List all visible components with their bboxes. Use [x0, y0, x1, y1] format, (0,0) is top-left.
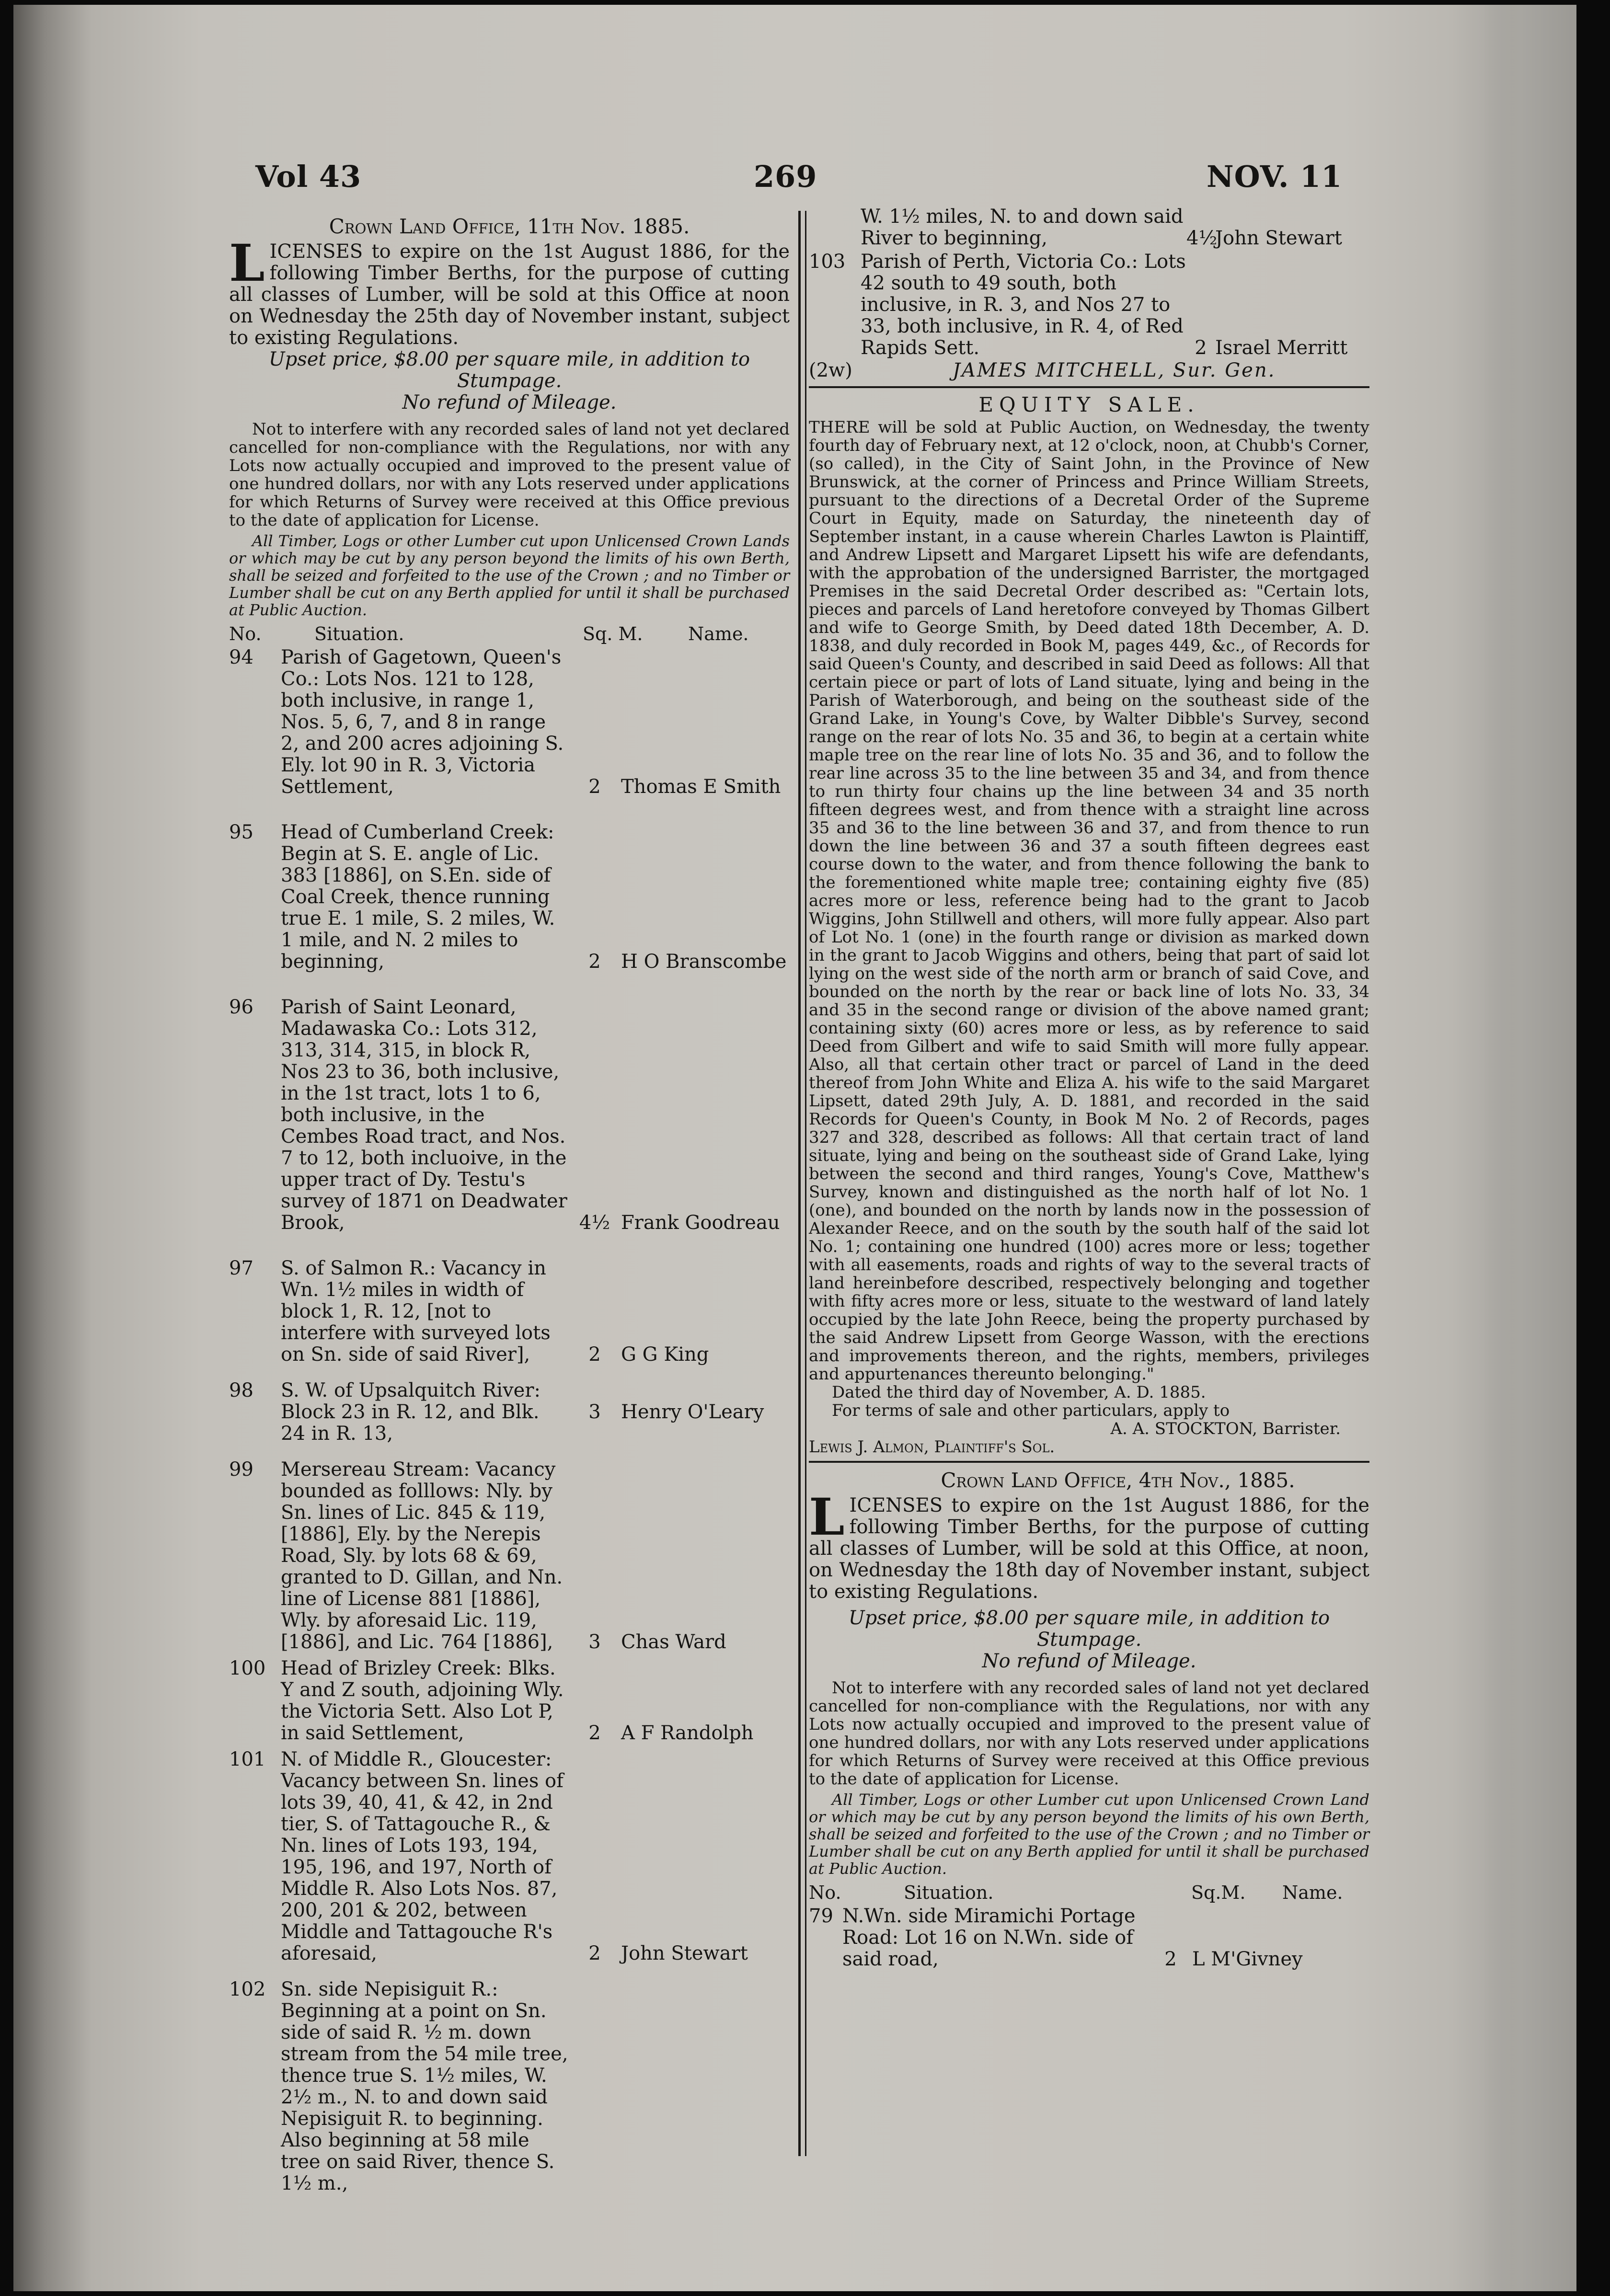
- table-header-2: [809, 1882, 1369, 1904]
- table-row: [229, 1658, 790, 1744]
- license-intro-2: ICENSES to expire on the 1st August 1886, for the following Timber Berths, for the purpose of cutting all classes of Lumber, will be sold at this Office, at noon, on Wednesday the 18th day of November instant, subject to existing Regulations.: [809, 1494, 1369, 1603]
- entry-sq: 4½: [1186, 227, 1218, 249]
- entry-name: Frank Goodreau: [621, 1212, 780, 1234]
- entry-name: John Stewart: [1215, 227, 1342, 249]
- entry-situation: Sn. side Nepisiguit R.: Beginning at a point on Sn. side of said R. ½ m. down stream from the 54 mile tree, thence true S. 1½ miles, W. 2½ m., N. to and down said Nepisiguit R. to beginning. Also beginning at 58 mile tree on said River, thence S. 1½ m.,: [281, 1978, 568, 2194]
- entry-no: 97: [229, 1257, 253, 1279]
- col-sq: Sq. M.: [583, 623, 643, 644]
- entry-name: G G King: [621, 1343, 709, 1366]
- entry-sq: 2: [588, 1343, 601, 1366]
- entry-situation: N. of Middle R., Gloucester: Vacancy between Sn. lines of lots 39, 40, 41, & 42, in 2nd tier, S. of Tattagouche R., & Nn. lines of Lots 193, 194, 195, 196, and 197, North of Middle R. Also Lots Nos. 87, 200, 201 & 202, between Middle and Tattagouche R's aforesaid,: [281, 1748, 564, 1964]
- entry-situation: S. W. of Upsalquitch River: Block 23 in R. 12, and Blk. 24 in R. 13,: [281, 1379, 540, 1445]
- entry-sq: 2: [1195, 337, 1207, 359]
- drop-cap: L: [229, 233, 265, 293]
- table-row: [809, 1906, 1369, 1970]
- crown-land-heading: Crown Land Office, 11th Nov. 1885.: [329, 215, 690, 238]
- col-no: No.: [229, 623, 262, 644]
- equity-sale-title: EQUITY SALE.: [978, 393, 1200, 416]
- newspaper-page: [13, 5, 1576, 2291]
- entry-situation: Parish of Saint Leonard, Madawaska Co.: Lots 312, 313, 314, 315, in block R, Nos 23 to 36, both inclusive, in the 1st tract, lots 1 to 6, both inclusive, in the Cembes Road tract, and Nos. 7 to 12, both incluoive, in the upper tract of Dy. Testu's survey of 1871 on Deadwater Brook,: [281, 996, 567, 1234]
- equity-dated: Dated the third day of November, A. D. 1885.: [832, 1383, 1206, 1402]
- table-row: [229, 1459, 790, 1653]
- entry-no: 95: [229, 821, 253, 843]
- timber-notice: All Timber, Logs or other Lumber cut upon Unlicensed Crown Lands or which may be cut by any person beyond the limits of his own Berth, shall be seized and forfeited to the use of the Crown ; and no Timber or Lumber shall be cut on any Berth applied for until it shall be purchased at Public Auction.: [229, 532, 790, 619]
- column-rule: [798, 211, 801, 2156]
- entry-name: A F Randolph: [621, 1722, 754, 1744]
- table-row: [229, 1749, 790, 1964]
- signature-line: [809, 360, 1369, 381]
- equity-barrister: A. A. STOCKTON, Barrister.: [1110, 1419, 1341, 1438]
- volume-label: Vol 43: [255, 159, 362, 194]
- no-refund: No refund of Mileage.: [402, 391, 617, 413]
- entry-sq: 3: [588, 1401, 601, 1423]
- table-row: [809, 251, 1369, 359]
- surveyor-general: JAMES MITCHELL, Sur. Gen.: [953, 359, 1276, 381]
- entry-sq: 2: [588, 1942, 601, 1964]
- page-number: 269: [754, 159, 817, 194]
- column-rule: [805, 211, 806, 2156]
- col-name: Name.: [688, 623, 749, 644]
- entry-situation: Parish of Gagetown, Queen's Co.: Lots Nos. 121 to 128, both inclusive, in range 1, Nos. 5, 6, 7, and 8 in range 2, and 200 acres adjoining S. Ely. lot 90 in R. 3, Victoria Settlement,: [281, 646, 564, 798]
- table-row: [229, 1380, 790, 1445]
- col-no: No.: [809, 1882, 841, 1903]
- entry-no: 94: [229, 646, 253, 668]
- interference-notice: Not to interfere with any recorded sales of land not yet declared cancelled for non-compliance with the Regulations, nor with any Lots now actually occupied and improved to the present value of one hundred dollars, nor with any Lots reserved under applications for which Returns of Survey were received at this Office previous to the date of application for License.: [229, 420, 790, 530]
- col-name: Name.: [1282, 1882, 1343, 1903]
- entry-situation: W. 1½ miles, N. to and down said River to beginning,: [861, 206, 1184, 249]
- table-row: [229, 822, 790, 973]
- no-refund-2: No refund of Mileage.: [982, 1650, 1196, 1672]
- right-column: [809, 206, 1369, 1970]
- entry-sq: 4½: [579, 1212, 610, 1234]
- table-row: [229, 1258, 790, 1366]
- entry-situation: N.Wn. side Miramichi Portage Road: Lot 16 on N.Wn. side of said road,: [842, 1905, 1136, 1970]
- entry-sq: 2: [588, 951, 601, 973]
- section-divider: [809, 386, 1369, 388]
- entry-name: Thomas E Smith: [621, 776, 781, 798]
- drop-cap-2: L: [809, 1487, 845, 1547]
- col-situation: Situation.: [904, 1882, 994, 1903]
- upset-price: Upset price, $8.00 per square mile, in addition to Stumpage.: [268, 348, 750, 392]
- entry-sq: 3: [588, 1631, 601, 1653]
- left-column: [229, 216, 790, 2194]
- entry-sq: 2: [588, 1722, 601, 1744]
- col-situation: Situation.: [314, 623, 404, 644]
- interference-notice-2: Not to interfere with any recorded sales of land not yet declared cancelled for non-compliance with the Regulations, nor with any Lots now actually occupied and improved to the present value of one hundred dollars, nor with any Lots reserved under applications for which Returns of Survey were received at this Office previous to the date of application for License.: [809, 1678, 1369, 1789]
- entries-list: [229, 647, 790, 2194]
- license-intro: ICENSES to expire on the 1st August 1886, for the following Timber Berths, for the purpose of cutting all classes of Lumber, will be sold at this Office at noon on Wednesday the 25th day of November instant, subject to existing Regulations.: [229, 241, 790, 349]
- entry-situation: Mersereau Stream: Vacancy bounded as folllows: Nly. by Sn. lines of Lic. 845 & 119, [1886], Ely. by the Nerepis Road, Sly. by lots 68 & 69, granted to D. Gillan, and Nn. line of License 881 [1886], Wly. by aforesaid Lic. 119, [1886], and Lic. 764 [1886],: [281, 1458, 563, 1653]
- table-row: [229, 647, 790, 798]
- upset-price-2: Upset price, $8.00 per square mile, in addition to Stumpage.: [848, 1607, 1330, 1651]
- entry-name: Chas Ward: [621, 1631, 726, 1653]
- entry-situation: Head of Brizley Creek: Blks. Y and Z south, adjoining Wly. the Victoria Sett. Also Lot P, in said Settlement,: [281, 1657, 564, 1744]
- entry-no: 101: [229, 1748, 266, 1770]
- entry-name: Israel Merritt: [1215, 337, 1348, 359]
- entry-no: 96: [229, 996, 253, 1018]
- col-sq: Sq.M.: [1191, 1882, 1246, 1903]
- entry-name: L M'Givney: [1192, 1948, 1303, 1970]
- table-row: [809, 206, 1369, 249]
- entry-no: 98: [229, 1379, 253, 1401]
- table-row: [229, 997, 790, 1234]
- table-row: [229, 1979, 790, 2194]
- entry-no: 102: [229, 1978, 266, 2000]
- entry-no: 79: [809, 1905, 833, 1927]
- entry-situation: Head of Cumberland Creek: Begin at S. E. angle of Lic. 383 [1886], on S.En. side of Coal Creek, thence running true E. 1 mile, S. 2 miles, W. 1 mile, and N. 2 miles to beginning,: [281, 821, 555, 973]
- entry-name: H O Branscombe: [621, 951, 787, 973]
- entry-sq: 2: [1164, 1948, 1177, 1970]
- entry-name: Henry O'Leary: [621, 1401, 764, 1423]
- issue-date: NOV. 11: [1207, 159, 1343, 194]
- timber-notice-2: All Timber, Logs or other Lumber cut upon Unlicensed Crown Land or which may be cut by any person beyond the limits of his own Berth, shall be seized and forfeited to the use of the Crown ; and no Timber or Lumber shall be cut on any Berth applied for until it shall be purchased at Public Auction.: [809, 1791, 1369, 1878]
- insertion-tag: (2w): [809, 359, 852, 381]
- equity-sale-body: THERE will be sold at Public Auction, on Wednesday, the twenty fourth day of February next, at 12 o'clock, noon, at Chubb's Corner, (so called), in the City of Saint John, in the Province of New Brunswick, at the corner of Princess and Prince William Streets, pursuant to the directions of a Decretal Order of the Supreme Court in Equity, made on Saturday, the nineteenth day of September instant, in a cause wherein Charles Lawton is Plaintiff, and Andrew Lipsett and Margaret Lipsett his wife are defendants, with the approbation of the undersigned Barrister, the mortgaged Premises in the said Decretal Order described as: "Certain lots, pieces and parcels of Land heretofore conveyed by Thomas Gilbert and wife to George Smith, by Deed dated 18th December, A. D. 1838, and duly recorded in Book M, pages 449, &c., of Records for said Queen's County, and described in said Deed as follows: All that certain piece or part of lots of Land situate, lying and being in the Parish of Waterborough, and being on the southeast side of the Grand Lake, in Young's Cove, by Walter Dibble's Survey, second range on the rear of lots No. 35 and 36, to begin at a certain white maple tree on the rear line of lots No. 35 and 36, and to follow the rear line across 35 to the line between 35 and 34, and from thence to run thirty four chains up the line between 34 and 35 north fifteen degrees west, and from thence with a straight line across 35 and 36 to the line between 36 and 37, and from thence to run down the line between 36 and 37 a south fifteen degrees east course down to the water, and from thence following the bank to the forementioned white maple tree; containing eighty five (85) acres more or less, reference being had to the grant to Jacob Wiggins, John Stillwell and others, will more fully appear. Also part of Lot No. 1 (one) in the fourth range or division as marked down in the grant to Jacob Wiggins and others, being that part of said lot lying on the west side of the north arm or branch of said Cove, and bounded on the north by the rear or back line of lots No. 33, 34 and 35 in the second range or division of the above named grant; containing sixty (60) acres more or less, as by reference to said Deed from Gilbert and wife to said Smith will more fully appear. Also, all that certain other tract or parcel of Land in the deed thereof from John White and Eliza A. his wife to the said Margaret Lipsett, dated 29th July, A. D. 1881, and recorded in the said Records for Queen's County, in Book M No. 2 of Records, pages 327 and 328, described as follows: All that certain tract of land situate, lying and being on the southeast side of Grand Lake, lying between the second and third ranges, Young's Cove, Matthew's Survey, known and distinguished as the north half of lot No. 1 (one), and bounded on the north by lands now in the possession of Alexander Reece, and on the south by the south half of the said lot No. 1; containing one hundred (100) acres more or less; together with all easements, roads and rights of way to the several tracts of land hereinbefore described, respectively belonging and together with fifty acres more or less, situate to the westward of land lately occupied by the late John Reece, being the property purchased by the said Andrew Lipsett from George Wasson, with the erections and improvements thereon, and the rights, members, privileges and appurtenances thereunto belonging.": [809, 418, 1369, 1384]
- entry-name: John Stewart: [621, 1942, 748, 1964]
- entry-no: 100: [229, 1657, 266, 1679]
- entry-sq: 2: [588, 776, 601, 798]
- entry-situation: Parish of Perth, Victoria Co.: Lots 42 south to 49 south, both inclusive, in R. 3, and Nos 27 to 33, both inclusive, in R. 4, of Red Rapids Sett.: [861, 251, 1186, 359]
- section-divider: [809, 1461, 1369, 1463]
- equity-terms: For terms of sale and other particulars, apply to: [832, 1401, 1230, 1420]
- equity-solicitor: Lewis J. Almon, Plaintiff's Sol.: [809, 1437, 1055, 1457]
- table-header: [229, 623, 790, 645]
- entry-no: 103: [809, 251, 846, 273]
- entry-no: 99: [229, 1458, 253, 1481]
- crown-land-heading-2: Crown Land Office, 4th Nov., 1885.: [941, 1469, 1295, 1492]
- entry-situation: S. of Salmon R.: Vacancy in Wn. 1½ miles in width of block 1, R. 12, [not to interfere with surveyed lots on Sn. side of said River],: [281, 1257, 551, 1366]
